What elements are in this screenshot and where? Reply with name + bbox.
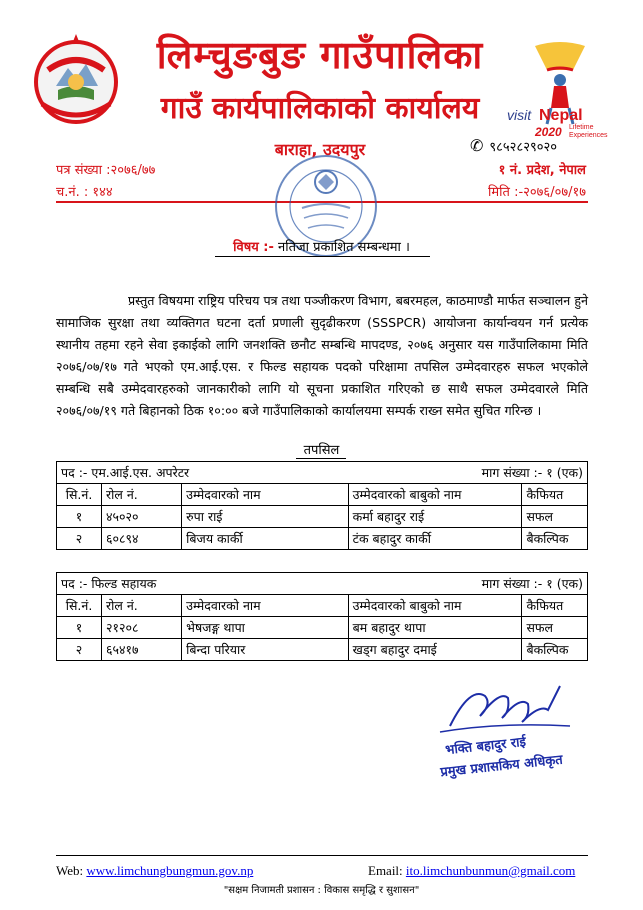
cell-name: बिजय कार्की — [182, 528, 349, 550]
cell-name: भेषजङ्ग थापा — [182, 617, 349, 639]
col-header-father: उम्मेदवारको बाबुको नाम — [348, 484, 522, 506]
cell-roll: २१२०८ — [102, 617, 182, 639]
col-header-remark: कैफियत — [522, 484, 588, 506]
cell-name: बिन्दा परियार — [182, 639, 349, 661]
province: १ नं. प्रदेश, नेपाल — [498, 163, 586, 178]
table-row — [57, 528, 588, 550]
cell-father: बम बहादुर थापा — [348, 617, 522, 639]
cell-roll: ६५४१७ — [102, 639, 182, 661]
visit-nepal-logo — [505, 38, 615, 143]
cell-remark: बैकल्पिक — [522, 639, 588, 661]
tagline-1: Lifetime — [569, 124, 594, 131]
subject-text: नतिजा प्रकाशित सम्बन्धमा । — [273, 240, 410, 255]
annex-underline — [296, 458, 346, 459]
phone-number: ९८५२८२९०२० — [489, 140, 558, 155]
table-row — [57, 617, 588, 639]
cell-father: टंक बहादुर कार्की — [348, 528, 522, 550]
letter-date: मिति :-२०७६/०७/१७ — [488, 185, 586, 200]
demand-count: माग संख्या :- १ (एक) — [481, 465, 583, 480]
annex-title: तपसिल — [303, 443, 340, 458]
col-header-sn: सि.नं. — [57, 484, 102, 506]
results-table-mis — [56, 461, 588, 550]
dispatch-number: च.नं. : १४४ — [56, 185, 113, 200]
post-title: पद :- एम.आई.एस. अपरेटर — [61, 465, 190, 480]
cell-sn: १ — [57, 617, 102, 639]
nepal-emblem-icon — [28, 30, 124, 126]
visit-text: visit — [507, 107, 532, 123]
post-title: पद :- फिल्ड सहायक — [61, 576, 157, 591]
demand-count: माग संख्या :- १ (एक) — [481, 576, 583, 591]
col-header-remark: कैफियत — [522, 595, 588, 617]
col-header-name: उम्मेदवारको नाम — [182, 484, 349, 506]
footer-email — [368, 863, 575, 879]
cell-sn: २ — [57, 528, 102, 550]
table-row — [57, 506, 588, 528]
subject-label: विषय :- — [233, 240, 274, 255]
col-header-roll: रोल नं. — [102, 595, 182, 617]
cell-name: रुपा राई — [182, 506, 349, 528]
table-post-cell — [57, 573, 588, 595]
col-header-sn: सि.नं. — [57, 595, 102, 617]
cell-sn: १ — [57, 506, 102, 528]
office-name: लिम्चुङबुङ गाउँपालिका — [156, 33, 484, 77]
col-header-roll: रोल नं. — [102, 484, 182, 506]
footer-website — [56, 863, 253, 879]
office-address: बाराहा, उदयपुर — [274, 140, 366, 159]
table-row — [57, 639, 588, 661]
table-post-row — [57, 462, 588, 484]
table-header-row — [57, 595, 588, 617]
web-label: Web: — [56, 863, 84, 878]
body-paragraph: प्रस्तुत विषयमा राष्ट्रिय परिचय पत्र तथा पञ्जीकरण विभाग, बबरमहल, काठमाण्डौ मार्फत सञ्चालन हुने सामाजिक सुरक्षा तथा व्यक्तिगत घटना दर्ता प्रणाली सुदृढीकरण (SSSPCR) आयोजना कार्यान्वयन गर्न प्रत्येक स्थानीय तहमा रहने सेवा इकाईको लागि जनशक्ति छनौट सम्बन्धि मापदण्ड, २०७६ अनुसार यस गाउँपालिकामा मिति २०७६/०७/१७ गते भएको एम.आई.एस. र फिल्ड सहायक पदको परिक्षामा तपसिल उम्मेदवारहरु सफल भएकोले सम्बन्धि सबै उम्मेदवारहरुको जानकारीको लागि यो सूचना प्रकाशित गरिएको छ साथै सफल उम्मेदवारले मिति २०७६/०७/१९ गते बिहानको ठिक १०:०० बजे गाउँपालिकाको कार्यालयमा सम्पर्क राख्न समेत सुचित गरिन्छ । — [56, 293, 588, 418]
signer-name: भक्ति बहादुर राई — [444, 734, 527, 759]
table-post-cell — [57, 462, 588, 484]
year-text: 2020 — [535, 125, 562, 139]
email-link[interactable]: ito.limchunbunmun@gmail.com — [405, 863, 576, 878]
footer-divider — [56, 855, 588, 856]
cell-remark: सफल — [522, 617, 588, 639]
email-label: Email: — [368, 863, 403, 878]
cell-sn: २ — [57, 639, 102, 661]
letter-number: पत्र संख्या :२०७६/७७ — [56, 163, 156, 178]
signer-title: प्रमुख प्रशासकिय अधिकृत — [439, 752, 564, 781]
results-table-field — [56, 572, 588, 661]
table-post-row — [57, 573, 588, 595]
phone-icon: ✆ — [470, 136, 484, 155]
cell-father: खड्ग बहादुर दमाई — [348, 639, 522, 661]
subject-underline — [215, 256, 430, 257]
visit-nepal-icon — [505, 38, 615, 143]
footer-slogan: "सक्षम निजामती प्रशासन : विकास समृद्धि र सुशासन" — [223, 885, 420, 896]
cell-roll: ४५०२० — [102, 506, 182, 528]
website-link[interactable]: www.limchungbungmun.gov.np — [86, 863, 254, 878]
subject-line — [0, 237, 643, 255]
office-subtitle: गाउँ कार्यपालिकाको कार्यालय — [160, 91, 480, 126]
cell-roll: ६०८९४ — [102, 528, 182, 550]
nepal-text: Nepal — [539, 107, 583, 124]
cell-remark: बैकल्पिक — [522, 528, 588, 550]
phone-row — [470, 136, 557, 155]
table-header-row — [57, 484, 588, 506]
col-header-father: उम्मेदवारको बाबुको नाम — [348, 595, 522, 617]
cell-father: कर्मा बहादुर राई — [348, 506, 522, 528]
signature-scribble-icon — [430, 676, 580, 736]
cell-remark: सफल — [522, 506, 588, 528]
col-header-name: उम्मेदवारको नाम — [182, 595, 349, 617]
tagline-2: Experiences — [569, 132, 608, 139]
